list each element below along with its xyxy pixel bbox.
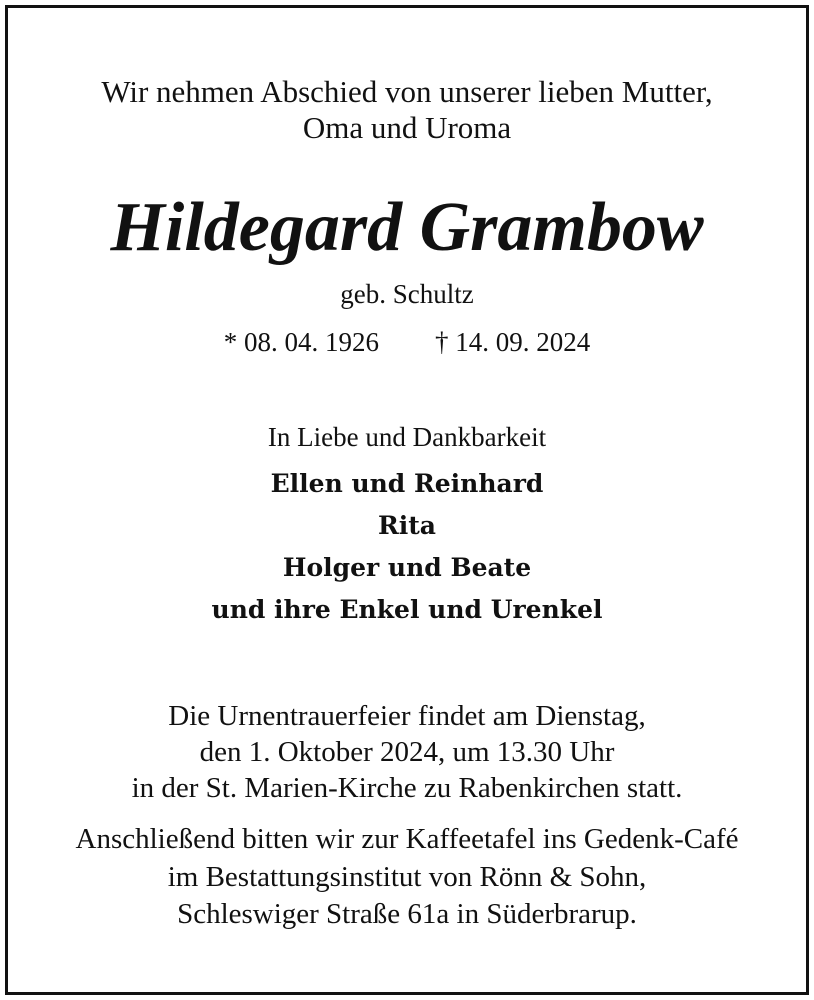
death-date: † 14. 09. 2024 [435,327,591,357]
birth-name: geb. Schultz [340,279,474,309]
intro-line-1: Wir nehmen Abschied von unserer lieben Mutter, [101,74,713,109]
reception-line-1: Anschließend bitten wir zur Kaffeetafel ins Gedenk-Café [75,823,739,855]
mourner-name: und ihre Enkel und Urenkel [211,595,603,624]
birth-date: * 08. 04. 1926 [223,327,379,357]
mourner-name: Rita [377,511,437,540]
deceased-name: Hildegard Grambow [110,189,704,266]
intro-line-2: Oma und Uroma [302,110,512,145]
mourner-name: Holger und Beate [282,553,532,582]
ceremony-line-3: in der St. Marien-Kirche zu Rabenkirchen statt. [131,772,683,804]
ceremony-line-2: den 1. Oktober 2024, um 13.30 Uhr [199,736,615,768]
mourner-name: Ellen und Reinhard [270,469,544,498]
mourners-heading: In Liebe und Dankbarkeit [267,422,547,452]
reception-line-2: im Bestattungsinstitut von Rönn & Sohn, [167,861,647,893]
reception-line-3: Schleswiger Straße 61a in Süderbrarup. [177,898,637,930]
life-dates [0,326,814,358]
ceremony-line-1: Die Urnentrauerfeier findet am Dienstag, [168,700,646,732]
